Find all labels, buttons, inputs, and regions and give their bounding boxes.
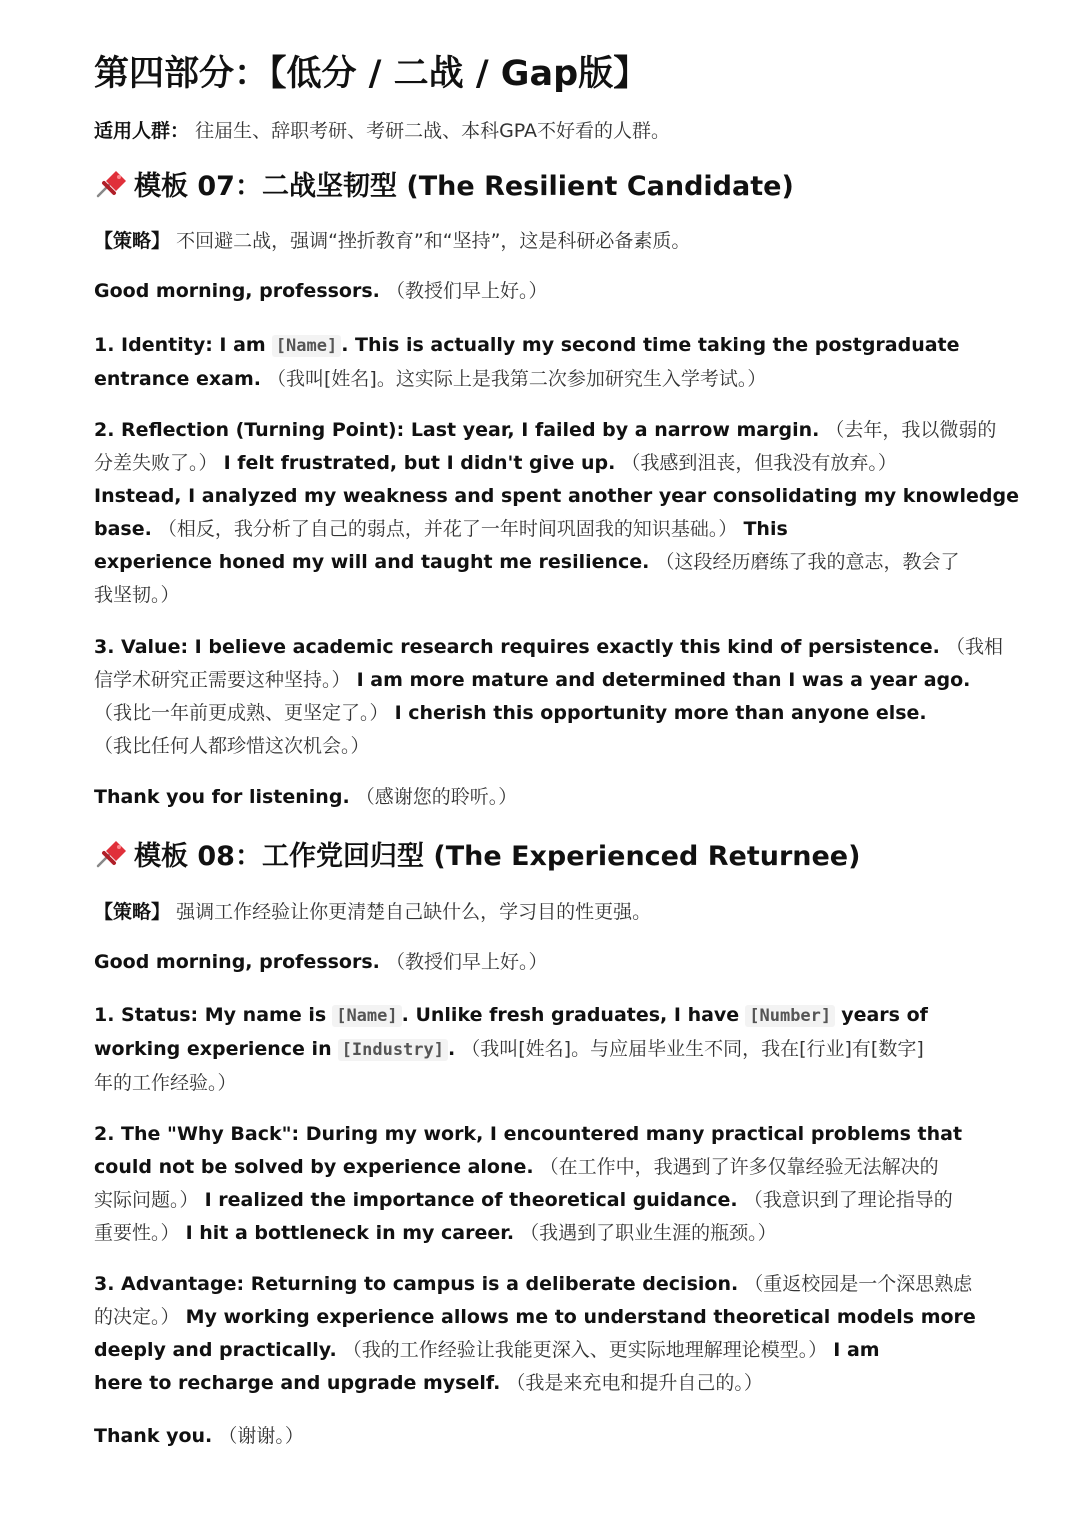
template-07-thanks [94,781,994,814]
reflection-en: I felt frustrated, but I didn't give up. [223,452,616,474]
pushpin-icon [94,169,128,199]
advantage-cn: （重返校园是一个深思熟虑 [744,1273,973,1295]
section-title: 第四部分：【低分 / 二战 / Gap版】 [94,54,649,94]
template-08-greeting [94,946,994,979]
status-en: years of [841,1004,928,1026]
template-07-identity [94,329,994,396]
value-en: I cherish this opportunity more than anyone else. [394,702,927,724]
template-07-value [94,631,1003,763]
reflection-cn: 分差失败了。） [94,452,218,474]
why-back-en: I hit a bottleneck in my career. [185,1222,515,1244]
why-back-cn: 实际问题。） [94,1189,199,1211]
identity-en-cont: . This is actually my second time taking the postgraduate [341,334,960,356]
advantage-cn: （我的工作经验让我能更深入、更实际地理解理论模型。） [342,1339,828,1361]
reflection-cn: （这段经历磨练了我的意志，教会了 [655,551,960,573]
strategy-label: 【策略】 [94,901,171,923]
value-cn: 信学术研究正需要这种坚持。） [94,669,351,691]
value-en: 3. Value: I believe academic research requires exactly this kind of persistence. [94,636,940,658]
why-back-cn: （在工作中，我遇到了许多仅靠经验无法解决的 [539,1156,939,1178]
why-back-cn: （我遇到了职业生涯的瓶颈。） [520,1222,777,1244]
reflection-cn: （去年，我以微弱的 [825,419,997,441]
status-en: . [448,1038,456,1060]
name-placeholder: [Name] [332,1005,401,1027]
why-back-cn: （我意识到了理论指导的 [743,1189,953,1211]
identity-en-end: entrance exam. [94,368,261,390]
identity-cn: （我叫[姓名]。这实际上是我第二次参加研究生入学考试。） [267,368,767,390]
number-placeholder: [Number] [745,1005,835,1027]
greeting-en: Good morning, professors. [94,951,380,973]
advantage-cn: 的决定。） [94,1306,180,1328]
thanks-en: Thank you. [94,1425,213,1447]
template-07-title: 模板 07：二战坚韧型 (The Resilient Candidate) [134,171,794,202]
status-en: . Unlike fresh graduates, I have [401,1004,740,1026]
template-08-why-back [94,1118,994,1250]
why-back-cn: 重要性。） [94,1222,180,1244]
template-07-reflection [94,414,1019,612]
reflection-en: Instead, I analyzed my weakness and spent another year consolidating my knowledge [94,485,1019,507]
pushpin-icon [94,839,128,869]
strategy-label: 【策略】 [94,230,171,252]
greeting-en: Good morning, professors. [94,280,380,302]
template-08-advantage [94,1268,994,1400]
reflection-en: 2. Reflection (Turning Point): Last year, I failed by a narrow margin. [94,419,820,441]
audience-line [94,116,670,143]
greeting-cn: （教授们早上好。） [385,280,548,302]
status-en: 1. Status: My name is [94,1004,327,1026]
why-back-en: I realized the importance of theoretical guidance. [204,1189,738,1211]
audience-text: 往届生、辞职考研、考研二战、本科GPA不好看的人群。 [195,120,671,142]
identity-en: 1. Identity: I am [94,334,266,356]
template-08-status [94,999,994,1100]
value-en: I am more mature and determined than I was a year ago. [356,669,971,691]
advantage-en: deeply and practically. [94,1339,337,1361]
value-cn: （我比任何人都珍惜这次机会。） [94,735,370,757]
template-08-title: 模板 08：工作党回归型 (The Experienced Returnee) [134,841,861,872]
template-08-thanks [94,1420,994,1453]
status-cn: （我叫[姓名]。与应届毕业生不同，我在[行业]有[数字] [461,1038,924,1060]
reflection-en: This [743,518,788,540]
name-placeholder: [Name] [272,335,341,357]
reflection-cn: 我坚韧。） [94,584,180,606]
template-07-strategy [94,226,690,253]
industry-placeholder: [Industry] [338,1039,448,1061]
reflection-cn: （相反，我分析了自己的弱点，并花了一年时间巩固我的知识基础。） [157,518,738,540]
value-cn: （我比一年前更成熟、更坚定了。） [94,702,389,724]
template-08-heading [94,834,860,873]
status-en: working experience in [94,1038,332,1060]
value-cn: （我相 [945,636,1003,658]
reflection-en: experience honed my will and taught me resilience. [94,551,650,573]
template-07-greeting [94,275,994,308]
template-08-strategy [94,897,651,924]
advantage-en: My working experience allows me to understand theoretical models more [185,1306,976,1328]
advantage-en: I am [833,1339,880,1361]
greeting-cn: （教授们早上好。） [385,951,548,973]
strategy-text: 不回避二战，强调“挫折教育”和“坚持”，这是科研必备素质。 [176,230,691,252]
advantage-en: 3. Advantage: Returning to campus is a deliberate decision. [94,1273,739,1295]
advantage-cn: （我是来充电和提升自己的。） [506,1372,763,1394]
thanks-cn: （谢谢。） [218,1425,304,1447]
strategy-text: 强调工作经验让你更清楚自己缺什么，学习目的性更强。 [176,901,652,923]
audience-label: 适用人群： [94,120,190,142]
thanks-cn: （感谢您的聆听。） [355,786,518,808]
status-cn: 年的工作经验。） [94,1072,237,1094]
thanks-en: Thank you for listening. [94,786,350,808]
why-back-en: 2. The "Why Back": During my work, I encountered many practical problems that [94,1123,963,1145]
reflection-cn: （我感到沮丧，但我没有放弃。） [621,452,897,474]
template-07-heading [94,164,794,203]
why-back-en: could not be solved by experience alone. [94,1156,534,1178]
reflection-en: base. [94,518,152,540]
advantage-en: here to recharge and upgrade myself. [94,1372,501,1394]
